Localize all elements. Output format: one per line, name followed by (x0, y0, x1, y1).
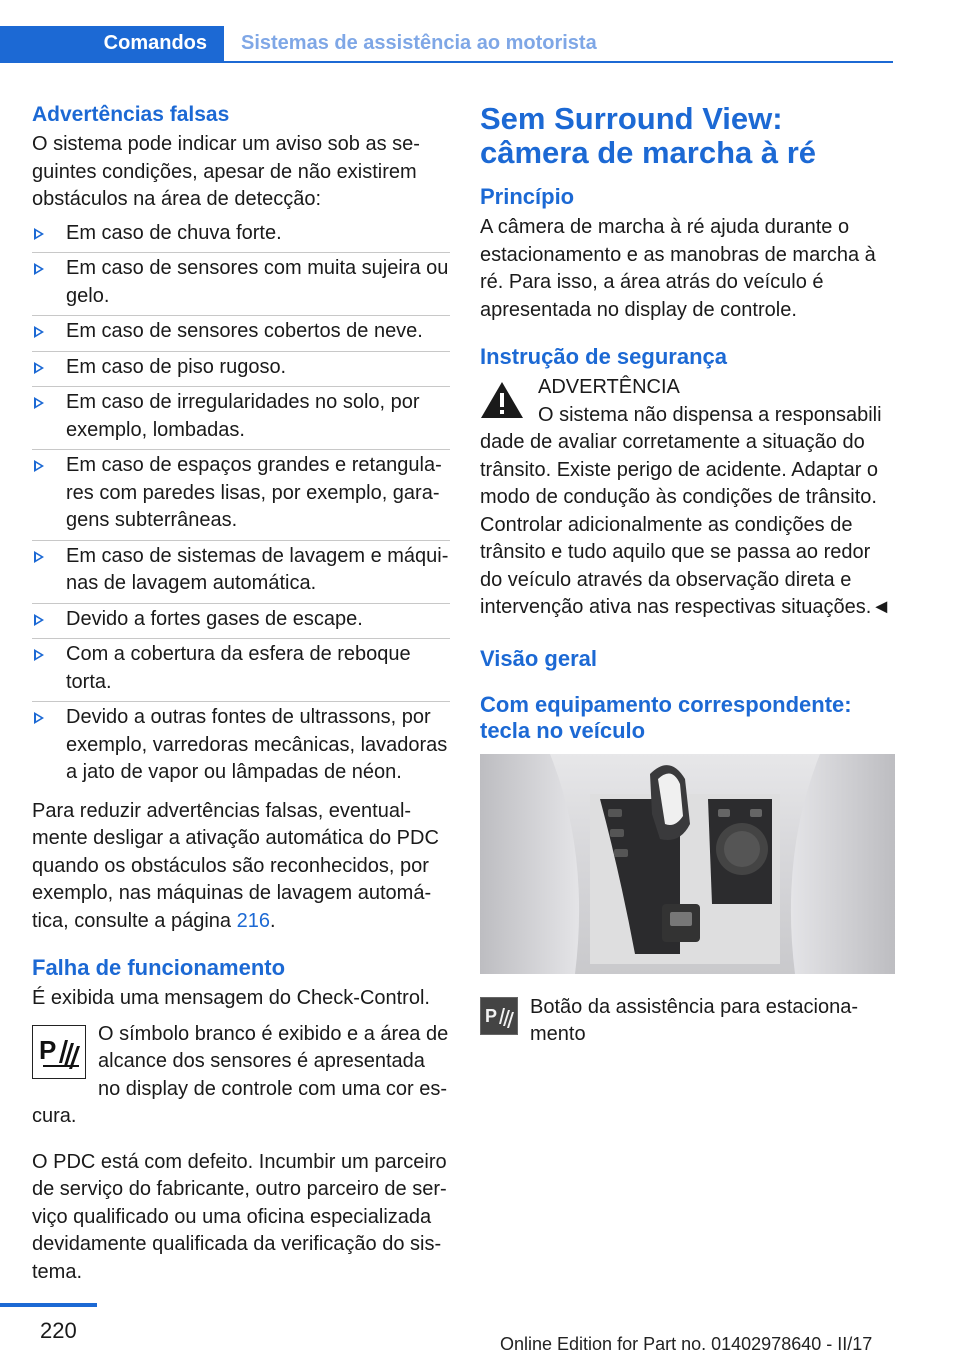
false-warnings-list (32, 220, 450, 792)
pdc-parking-icon (32, 1025, 86, 1079)
triangle-bullet-icon (34, 614, 44, 626)
triangle-bullet-icon (34, 712, 44, 724)
page-link[interactable]: 216 (236, 909, 270, 932)
warning-block (480, 374, 895, 429)
list-item: Em caso de espaços grandes e retangulares com paredes lisas, por exemplo, garagens subterrâneas. (32, 452, 450, 541)
warning-first-line: O sistema não dispensa a responsabili (538, 403, 882, 426)
checkcontrol-text: É exibida uma mensagem do Check-Control. (32, 987, 430, 1009)
footer-rule (0, 1303, 97, 1307)
heading-overview: Visão geral (480, 645, 597, 671)
heading-safety: Instrução de segurança (480, 344, 727, 369)
heading-equipment: Com equipamento correspondente: tecla no veículo (480, 691, 852, 743)
warning-label: ADVERTÊNCIA (538, 376, 680, 398)
chapter-tab[interactable]: Comandos (0, 26, 224, 61)
parking-button-caption-block (480, 994, 895, 1049)
list-item: Em caso de sensores cobertos de neve. (32, 318, 450, 352)
warning-triangle-icon (480, 380, 524, 420)
heading-principle: Princípio (480, 184, 575, 209)
list-item: Em caso de piso rugoso. (32, 354, 450, 388)
page-header (0, 0, 960, 64)
principle-text: A câmera de marcha à ré ajuda durante o estacionamento e as manobras de marcha à ré. Para isso, a área atrás do veículo é apresentada no display de controle. (480, 216, 876, 321)
page-number: 220 (40, 1318, 77, 1343)
list-item: Com a cobertura da esfera de reboque torta. (32, 641, 450, 702)
list-item: Em caso de irregularidades no solo, por exemplo, lombadas. (32, 389, 450, 450)
list-item: Devido a fortes gases de escape. (32, 606, 450, 640)
list-item: Em caso de chuva forte. (32, 220, 450, 254)
list-item: Em caso de sensores com muita sujeira ou gelo. (32, 255, 450, 316)
pdc-symbol-block (32, 1021, 450, 1131)
triangle-bullet-icon (34, 228, 44, 240)
svg-text:P: P (485, 1005, 498, 1026)
section-title[interactable]: Sistemas de assistência ao motorista (241, 32, 597, 54)
triangle-bullet-icon (34, 397, 44, 409)
false-warnings-intro: O sistema pode indicar um aviso sob as seguintes condições, apesar de não existirem obstáculos na área de detecção: (32, 133, 420, 210)
right-column (480, 100, 895, 1049)
edition-note: Online Edition for Part no. 01402978640 - II/17 (500, 1334, 873, 1354)
pdc-defect-text: O PDC está com defeito. Incumbir um parceiro de serviço do fabricante, outro parceiro de serviço qualificado ou uma oficina especializada devidamente qualificada da verificação do sistema. (32, 1150, 447, 1283)
parking-button-caption: Botão da assistência para estacionamento (530, 995, 858, 1045)
list-item: Em caso de sistemas de lavagem e máquinas de lavagem automática. (32, 543, 450, 604)
heading-rear-camera: Sem Surround View: câmera de marcha à ré (480, 101, 817, 170)
left-column (32, 100, 450, 1286)
header-rule (0, 61, 893, 63)
triangle-bullet-icon (34, 649, 44, 661)
triangle-bullet-icon (34, 460, 44, 472)
heading-malfunction: Falha de funcionamento (32, 955, 286, 980)
triangle-bullet-icon (34, 326, 44, 338)
triangle-bullet-icon (34, 362, 44, 374)
heading-false-warnings: Advertências falsas (32, 103, 230, 126)
warning-text: dade de avaliar corretamente a situação do trânsito. Existe perigo de acidente. Adaptar o modo de condução às condições de trânsito. Controlar adicionalmente as condições de trânsito e tudo aquilo que se passa ao redor do veículo através da observação direta e intervenção ativa nas respectivas situações.◄ (480, 431, 892, 618)
center-console-photo (480, 754, 895, 974)
svg-text:P: P (39, 1034, 57, 1065)
triangle-bullet-icon (34, 551, 44, 563)
pdc-symbol-text: O símbolo branco é exibido e a área de alcance dos sensores é apresentada no display de controle com uma cor escura. (32, 1022, 449, 1127)
list-item: Devido a outras fontes de ultrassons, por exemplo, varredoras mecânicas, lavadoras a jato de vapor ou lâmpadas de néon. (32, 704, 450, 792)
reduce-warnings-text: Para reduzir advertências falsas, eventualmente desligar a ativação automática do PDC quando os obstáculos são reconhecidos, por exemplo, nas máquinas de lavagem automática, consulte a página 216. (32, 799, 439, 932)
parking-assistant-button-icon (480, 997, 518, 1035)
triangle-bullet-icon (34, 263, 44, 275)
